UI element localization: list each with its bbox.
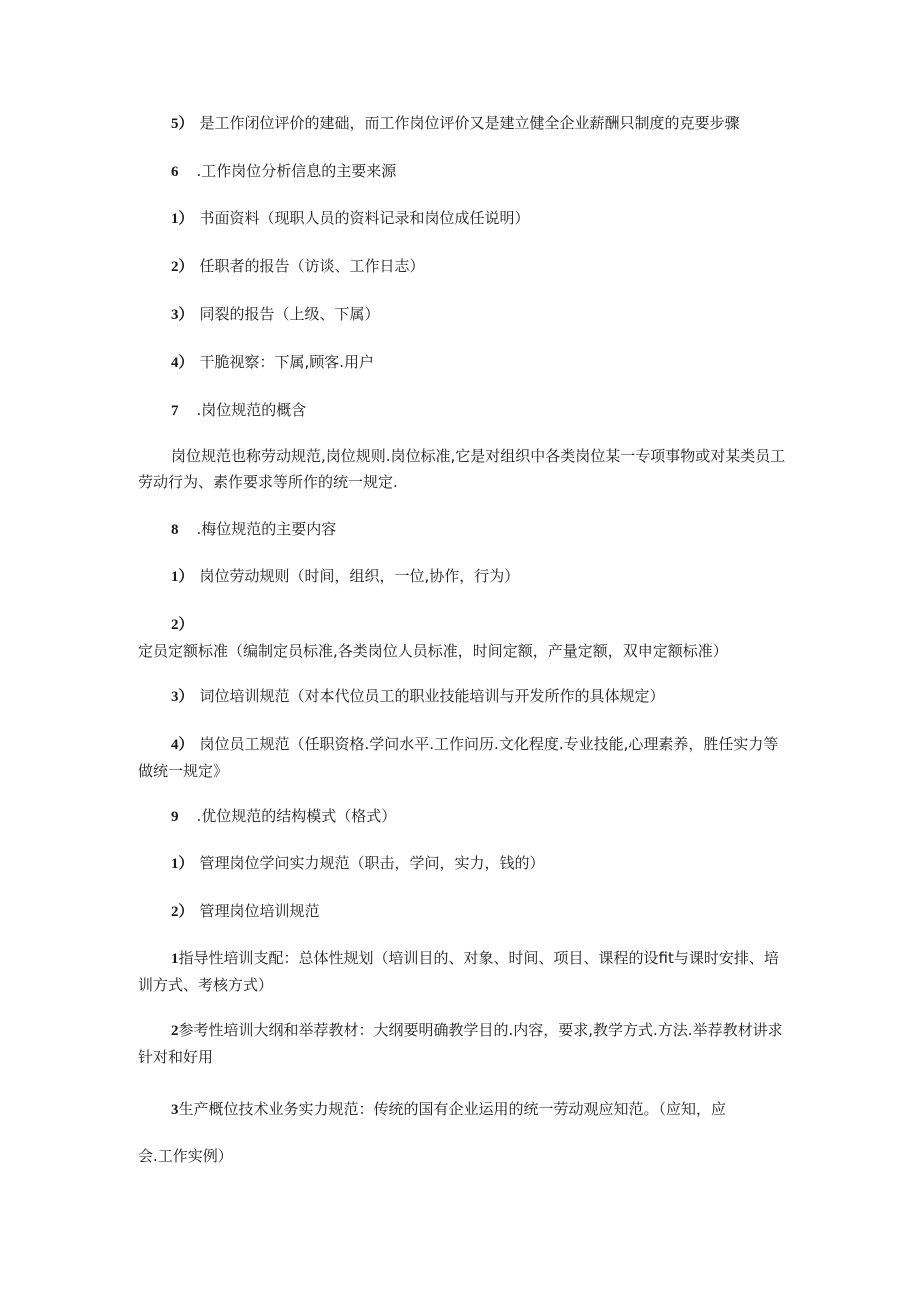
item-number: 4） (171, 355, 194, 371)
list-item (138, 1096, 788, 1123)
heading-text: .岗位规范的概含 (196, 401, 307, 419)
item-text: 定员定额标准（编制定员标准,各类岗位人员标准，时间定额，产量定额，双申定额标准） (138, 642, 728, 660)
item-number: 2） (171, 617, 194, 633)
list-item (138, 611, 788, 664)
item-text: 指导性培训支配：总体性规划（培训目的、对象、时间、项目、课程的设fit与课时安排、培训方式、考核方式） (138, 949, 779, 994)
item-text: 岗位员工规范（任职资格.学问水平.工作问历.文化程度.专业技能,心理素养，胜任实力等做统一规定》 (138, 735, 779, 780)
paragraph: 岗位规范也称劳动规范,岗位规则.岗位标准,它是对组织中各类岗位某一专项事物或对某类员工劳动行为、素作要求等所作的统一规定. (138, 447, 786, 491)
list-item (138, 898, 788, 925)
item-number: 1） (171, 856, 194, 872)
item-number: 5） (171, 116, 194, 132)
item-text: 词位培训规范（对本代位员工的职业技能培训与开发所作的具体规定） (199, 687, 665, 705)
section-heading (138, 803, 788, 830)
list-item (138, 683, 788, 710)
list-item (138, 563, 788, 590)
item-number: 1） (171, 569, 194, 585)
section-heading (138, 397, 788, 424)
section-number: 8 (171, 522, 179, 538)
paragraph (138, 110, 788, 137)
list-item (138, 349, 788, 376)
heading-text: .优位规范的结构模式（格式） (196, 807, 397, 825)
item-number: 1） (171, 211, 194, 227)
heading-text: .工作岗位分析信息的主要来源 (196, 162, 397, 180)
item-number: 3） (171, 307, 194, 323)
item-number: 3 (171, 1102, 179, 1118)
item-number: 4） (171, 737, 194, 753)
section-heading (138, 516, 788, 543)
item-number: 3） (171, 689, 194, 705)
item-number: 2 (171, 1023, 179, 1039)
paragraph-text: 是工作闭位评价的建础，而工作岗位评价又是建立健全企业薪酬只制度的克要步骤 (199, 114, 740, 132)
item-text: 书面资料（现职人员的资料记录和岗位成任说明） (199, 209, 530, 227)
section-number: 6 (171, 164, 179, 180)
item-text: 岗位劳动规则（时间，组织，一位,协作，行为） (199, 567, 520, 585)
list-item (138, 945, 788, 998)
item-text: 任职者的报告（访谈、工作日志） (199, 257, 425, 275)
item-text: 干脆视察：下属,顾客.用户 (199, 353, 375, 371)
list-item (138, 205, 788, 232)
item-text: 参考性培训大纲和举荐教材：大纲要明确教学目的.内容，要求,教学方式.方法.举荐教材讲求针对和好用 (138, 1021, 783, 1066)
paragraph: 会.工作实例） (138, 1147, 233, 1165)
item-text: 管理岗位培训规范 (199, 902, 320, 920)
item-number: 1 (171, 951, 179, 967)
item-text: 同裂的报告（上级、下属） (199, 305, 380, 323)
item-number: 2） (171, 904, 194, 920)
heading-text: .梅位规范的主要内容 (196, 520, 337, 538)
item-text: 管理岗位学问实力规范（职击，学问，实力，钱的） (199, 854, 545, 872)
item-text: 生产概位技术业务实力规范：传统的国有企业运用的统一劳动观应知范。（应知，应 (178, 1100, 727, 1118)
list-item (138, 850, 788, 877)
section-number: 7 (171, 403, 179, 419)
section-heading (138, 158, 788, 185)
list-item (138, 301, 788, 328)
list-item (138, 731, 788, 784)
list-item (138, 1017, 788, 1070)
section-number: 9 (171, 809, 179, 825)
list-item (138, 253, 788, 280)
item-number: 2） (171, 259, 194, 275)
